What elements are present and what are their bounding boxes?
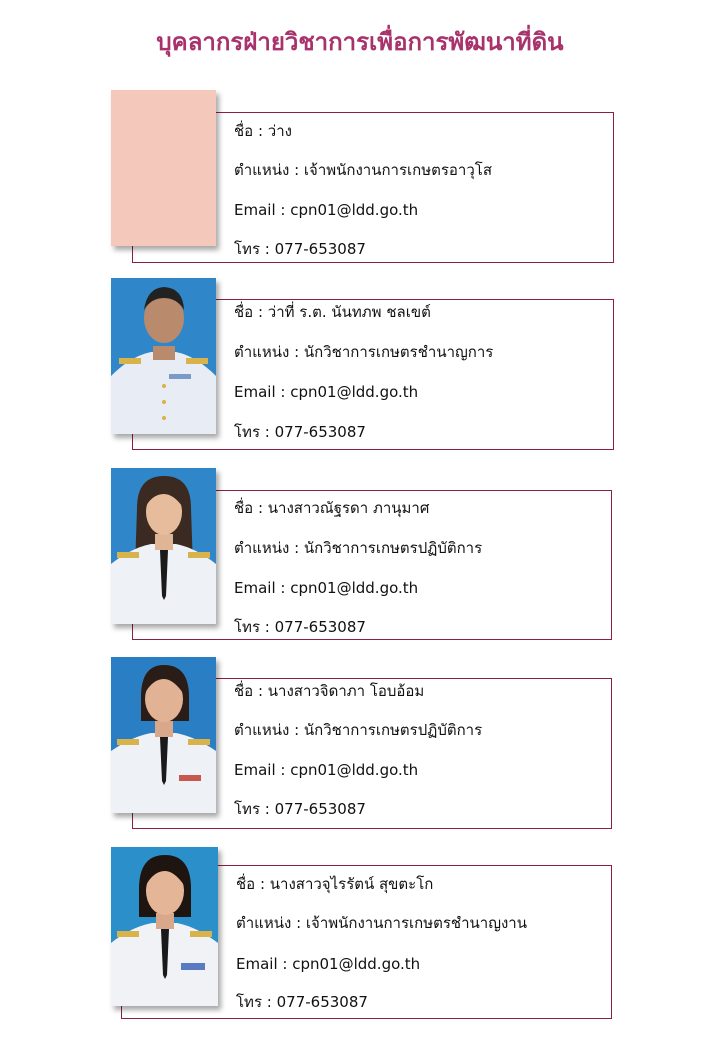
name-label: ชื่อ : bbox=[236, 875, 266, 893]
phone-label: โทร : bbox=[234, 800, 270, 818]
email-label: Email : bbox=[234, 383, 286, 401]
photo-placeholder bbox=[111, 90, 216, 246]
female-portrait-icon bbox=[111, 847, 218, 1006]
staff-name: ว่าง bbox=[267, 122, 292, 140]
staff-phone: 077-653087 bbox=[274, 800, 366, 818]
staff-position: นักวิชาการเกษตรปฏิบัติการ bbox=[303, 539, 483, 557]
staff-name: นางสาวณัฐรดา ภานุมาศ bbox=[267, 499, 430, 517]
email-label: Email : bbox=[234, 579, 286, 597]
name-label: ชื่อ : bbox=[234, 122, 264, 140]
email-label: Email : bbox=[234, 201, 286, 219]
female-portrait-icon bbox=[111, 657, 216, 813]
staff-phone: 077-653087 bbox=[274, 423, 366, 441]
staff-position: นักวิชาการเกษตรปฏิบัติการ bbox=[303, 721, 483, 739]
phone-label: โทร : bbox=[236, 993, 272, 1011]
staff-name: นางสาวจิดาภา โอบอ้อม bbox=[267, 682, 425, 700]
staff-position: เจ้าพนักงานการเกษตรชำนาญงาน bbox=[305, 914, 527, 932]
phone-label: โทร : bbox=[234, 240, 270, 258]
staff-name: ว่าที่ ร.ต. นันทภพ ชลเขต์ bbox=[267, 303, 431, 321]
email-label: Email : bbox=[234, 761, 286, 779]
male-portrait-icon bbox=[111, 278, 216, 434]
staff-photo bbox=[111, 468, 216, 624]
staff-photo bbox=[111, 278, 216, 434]
staff-email: cpn01@ldd.go.th bbox=[292, 955, 421, 973]
staff-name: นางสาวจุไรรัตน์ สุขตะโก bbox=[269, 875, 434, 893]
staff-email: cpn01@ldd.go.th bbox=[290, 761, 419, 779]
female-portrait-icon bbox=[111, 468, 216, 624]
staff-phone: 077-653087 bbox=[276, 993, 368, 1011]
staff-email: cpn01@ldd.go.th bbox=[290, 383, 419, 401]
name-label: ชื่อ : bbox=[234, 303, 264, 321]
staff-phone: 077-653087 bbox=[274, 618, 366, 636]
staff-position: นักวิชาการเกษตรชำนาญการ bbox=[303, 343, 494, 361]
staff-photo bbox=[111, 657, 216, 813]
position-label: ตำแหน่ง : bbox=[234, 721, 300, 739]
staff-email: cpn01@ldd.go.th bbox=[290, 201, 419, 219]
position-label: ตำแหน่ง : bbox=[234, 161, 300, 179]
phone-label: โทร : bbox=[234, 423, 270, 441]
name-label: ชื่อ : bbox=[234, 499, 264, 517]
staff-phone: 077-653087 bbox=[274, 240, 366, 258]
phone-label: โทร : bbox=[234, 618, 270, 636]
name-label: ชื่อ : bbox=[234, 682, 264, 700]
position-label: ตำแหน่ง : bbox=[234, 539, 300, 557]
position-label: ตำแหน่ง : bbox=[234, 343, 300, 361]
email-label: Email : bbox=[236, 955, 288, 973]
staff-email: cpn01@ldd.go.th bbox=[290, 579, 419, 597]
staff-position: เจ้าพนักงานการเกษตรอาวุโส bbox=[303, 161, 492, 179]
staff-photo bbox=[111, 847, 218, 1006]
page-title: บุคลากรฝ่ายวิชาการเพื่อการพัฒนาที่ดิน bbox=[156, 28, 564, 56]
position-label: ตำแหน่ง : bbox=[236, 914, 302, 932]
